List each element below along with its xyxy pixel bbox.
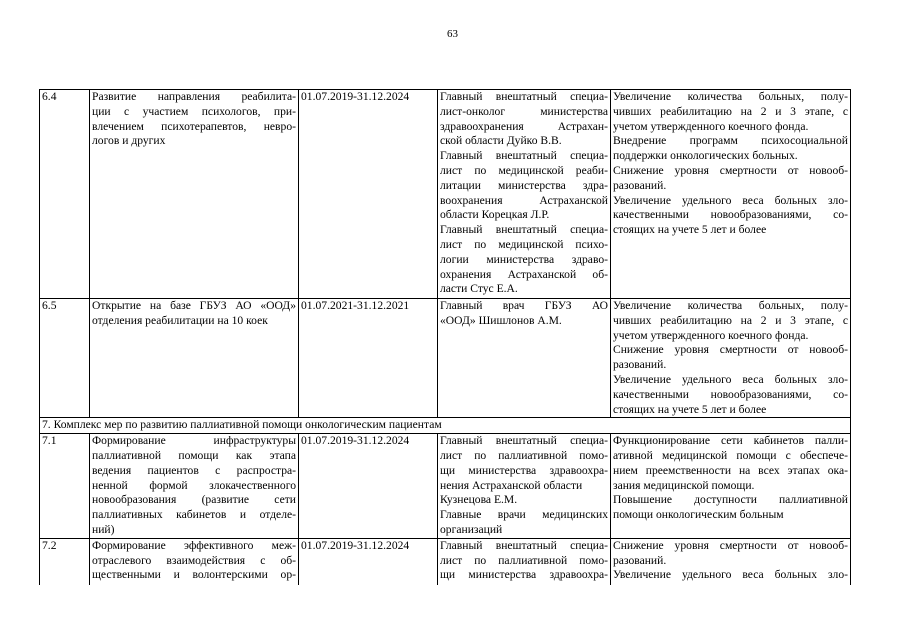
result-line: Повышение доступности паллиативной [613,493,848,507]
responsible-line: лист по медицинской психо- [440,237,608,251]
result-line: чивших реабилитацию на 2 и 3 этапе, с [613,313,848,327]
responsible-line: Главный врач ГБУЗ АО [440,299,608,312]
period-cell: 01.07.2021-31.12.2021 [299,299,438,418]
result-line: разований. [613,553,667,567]
responsible-line: организаций [440,522,503,536]
responsible-cell [438,434,611,539]
result-cell [611,299,851,418]
measure-name-line: Формирование эффективного меж- [92,538,296,552]
period-cell: 01.07.2019-31.12.2024 [299,90,438,299]
measure-name-line: ции с участием психологов, при- [92,104,296,118]
result-line: чивших реабилитацию на 2 и 3 этапе, с [613,104,848,118]
measure-name-line: отраслевого взаимодействия с об- [92,553,296,567]
responsible-line: щи министерства здравоохра- [440,568,608,582]
responsible-line: литации министерства здра- [440,178,608,192]
result-line: Увеличение количества больных, полу- [613,299,848,312]
responsible-line: Главный внештатный специа- [440,223,608,237]
result-line: разований. [613,178,667,192]
responsible-line: Главные врачи медицинских [440,508,608,522]
result-line: учетом утвержденного коечного фонда. [613,328,809,342]
result-line: разований. [613,358,667,372]
result-line: поддержки онкологических больных. [613,149,798,163]
table-row [40,434,851,539]
result-line: стоящих на учете 5 лет и более [613,402,767,416]
result-line: Снижение уровня смертности от новооб- [613,163,848,177]
responsible-line: Главный внештатный специа- [440,538,608,552]
responsible-line: Главный внештатный специа- [440,434,608,448]
result-line: зания медицинской помощи. [613,478,755,492]
measure-name-line: Развитие направления реабилита- [92,90,296,103]
result-line: Увеличение количества больных, полу- [613,90,848,103]
responsible-cell [438,538,611,585]
section-heading: 7. Комплекс мер по развитию паллиативной помощи онкологическим пациентам [40,418,851,434]
result-line: ативной медицинской помощи с обеспече- [613,448,848,462]
result-line: Увеличение удельного веса больных зло- [613,568,848,582]
row-number: 6.5 [40,299,90,418]
responsible-line: щи министерства здравоохра- [440,463,608,477]
result-line: учетом утвержденного коечного фонда. [613,119,809,133]
page-number: 63 [447,28,458,40]
result-line: помощи онкологическим больным [613,508,784,522]
measure-name-cell [90,299,299,418]
result-line: стоящих на учете 5 лет и более [613,223,767,237]
measure-name-line: влечением психотерапевтов, невро- [92,119,296,133]
result-line: Функционирование сети кабинетов палли- [613,434,848,448]
responsible-line: лист-онколог министерства [440,104,608,118]
measure-name-line: ненной формой злокачественного [92,478,296,492]
responsible-line: «ООД» Шишлонов А.М. [440,313,562,327]
result-cell [611,90,851,299]
responsible-line: Кузнецова Е.М. [440,493,518,507]
row-number: 7.1 [40,434,90,539]
measure-name-cell [90,538,299,585]
row-number: 6.4 [40,90,90,299]
result-cell [611,434,851,539]
result-line: Снижение уровня смертности от новооб- [613,538,848,552]
table-row [40,299,851,418]
responsible-cell [438,90,611,299]
responsible-line: лист по паллиативной помо- [440,553,608,567]
section-row [40,418,851,434]
measure-name-cell [90,434,299,539]
measure-name-line: Формирование инфраструктуры [92,434,296,448]
result-line: качественными новообразованиями, со- [613,387,848,401]
responsible-line: логии министерства здраво- [440,252,608,266]
result-line: Внедрение программ психосоциальной [613,134,848,148]
responsible-line: Главный внештатный специа- [440,149,608,163]
measure-name-line: ведения пациентов с распростра- [92,463,296,477]
period-cell: 01.07.2019-31.12.2024 [299,538,438,585]
result-line: Увеличение удельного веса больных зло- [613,193,848,207]
table-row [40,538,851,585]
row-number: 7.2 [40,538,90,585]
responsible-cell [438,299,611,418]
period-cell: 01.07.2019-31.12.2024 [299,434,438,539]
responsible-line: здравоохранения Астрахан- [440,119,608,133]
result-cell [611,538,851,585]
measures-table [39,89,851,585]
measure-name-line: логов и других [92,134,166,148]
result-line: Снижение уровня смертности от новооб- [613,343,848,357]
measure-name-line: паллиативных кабинетов и отделе- [92,508,296,522]
measure-name-line: новообразования (развитие сети [92,493,296,507]
result-line: нием преемственности на всех этапах ока- [613,463,848,477]
measure-name-line: щественными и волонтерскими ор- [92,568,296,582]
responsible-line: нения Астраханской области [440,478,583,492]
result-line: Увеличение удельного веса больных зло- [613,372,848,386]
responsible-line: ласти Стус Е.А. [440,282,518,296]
responsible-line: Главный внештатный специа- [440,90,608,103]
measure-name-line: отделения реабилитации на 10 коек [92,313,268,327]
responsible-line: охранения Астраханской об- [440,267,608,281]
result-line: качественными новообразованиями, со- [613,208,848,222]
measure-name-line: Открытие на базе ГБУЗ АО «ООД» [92,299,296,312]
measure-name-line: ний) [92,522,115,536]
responsible-line: области Корецкая Л.Р. [440,208,550,222]
responsible-line: лист по паллиативной помо- [440,448,608,462]
measure-name-line: паллиативной помощи как этапа [92,448,296,462]
responsible-line: воохранения Астраханской [440,193,608,207]
measure-name-cell [90,90,299,299]
table-row [40,90,851,299]
responsible-line: лист по медицинской реаби- [440,163,608,177]
responsible-line: ской области Дуйко В.В. [440,134,562,148]
